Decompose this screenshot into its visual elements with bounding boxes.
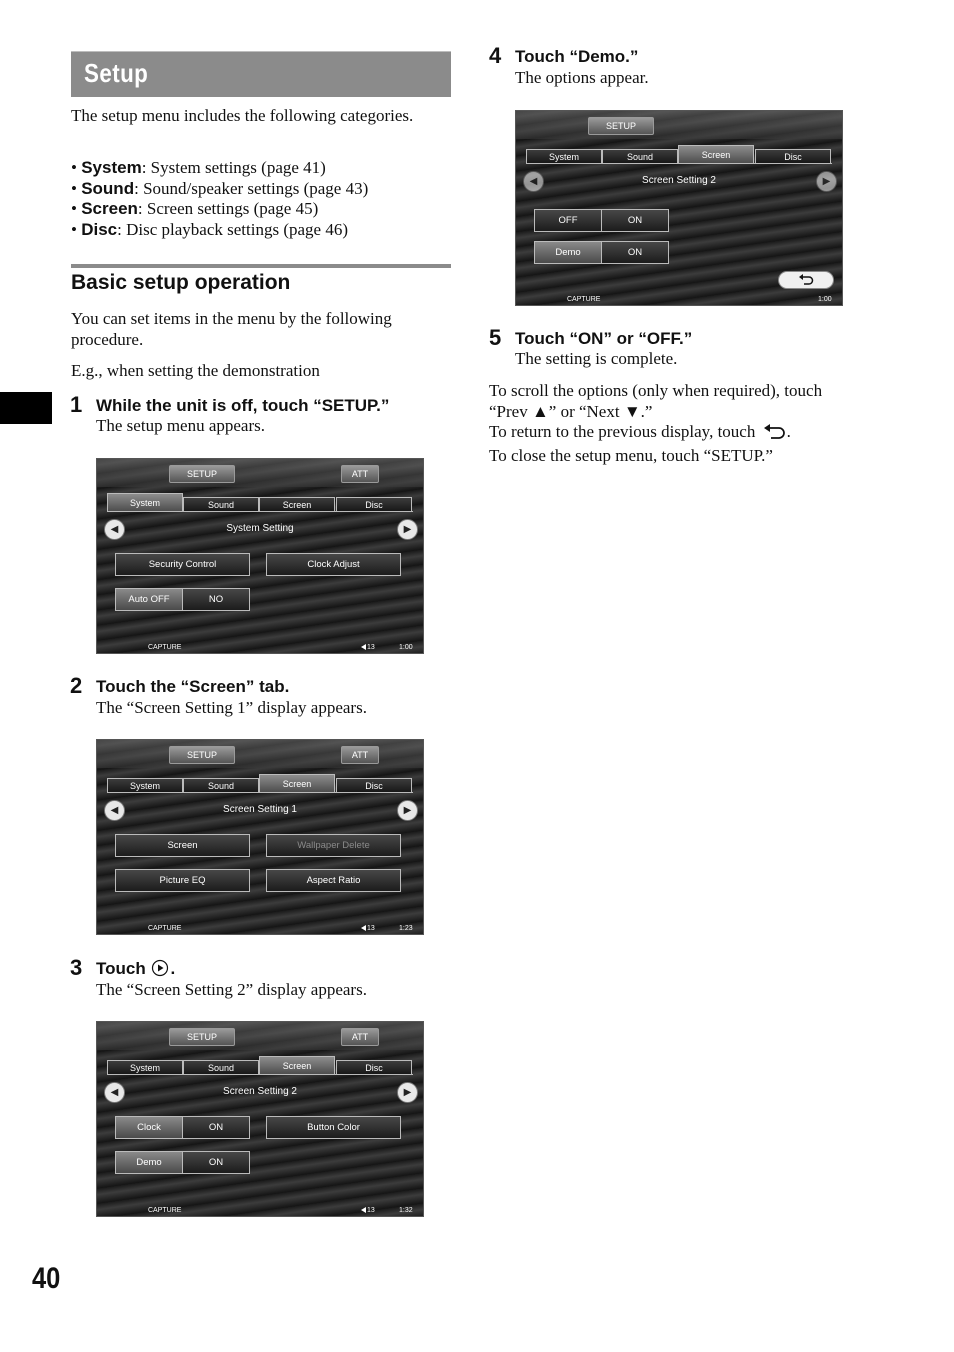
tab-system: System: [107, 493, 183, 512]
prev-arrow-icon: ◀: [104, 800, 125, 821]
tab-disc: Disc: [336, 778, 412, 793]
button-color-button: Button Color: [266, 1116, 401, 1139]
clock-label: Clock: [115, 1116, 183, 1139]
tab-underline: [107, 1074, 413, 1075]
setup-button: SETUP: [588, 117, 654, 135]
tab-system: System: [107, 778, 183, 793]
play-circle-icon: [151, 959, 169, 982]
capture-label: CAPTURE: [148, 1207, 182, 1214]
wallpaper-delete-button: Wallpaper Delete: [266, 834, 401, 857]
screen-title: Screen Setting 2: [223, 1086, 297, 1097]
demo-value: ON: [601, 241, 669, 264]
picture-eq-button: Picture EQ: [115, 869, 250, 892]
screen-title: Screen Setting 1: [223, 804, 297, 815]
return-arrow-icon: [763, 423, 787, 446]
att-button: ATT: [341, 1028, 379, 1046]
tab-underline: [526, 163, 832, 164]
section-title: Setup: [84, 58, 149, 88]
screen-button: Screen: [115, 834, 250, 857]
clock-adjust-button: Clock Adjust: [266, 553, 401, 576]
screen-title: System Setting: [226, 523, 294, 534]
tab-disc: Disc: [336, 1060, 412, 1075]
tab-disc: Disc: [336, 497, 412, 512]
tab-sound: Sound: [183, 497, 259, 512]
step-description: The setting is complete.: [515, 349, 678, 368]
step-heading: While the unit is off, touch “SETUP.”: [96, 396, 390, 415]
att-button: ATT: [341, 746, 379, 764]
subsection-title: Basic setup operation: [71, 271, 291, 294]
step-number: 2: [70, 673, 83, 698]
demo-label: Demo: [534, 241, 602, 264]
prev-arrow-icon: ◀: [523, 171, 544, 192]
step-description: The options appear.: [515, 68, 649, 87]
setup-button: SETUP: [169, 1028, 235, 1046]
step-heading: Touch the “Screen” tab.: [96, 677, 290, 696]
section-title-bar: [71, 51, 451, 97]
clock-readout: 1:00: [399, 644, 413, 651]
next-arrow-icon: ▶: [816, 171, 837, 192]
notes-block: [489, 381, 889, 466]
step-number: 5: [489, 325, 502, 350]
return-note: To return to the previous display, touch .: [489, 422, 889, 446]
capture-label: CAPTURE: [148, 644, 182, 651]
step-description: The “Screen Setting 1” display appears.: [96, 698, 367, 717]
next-arrow-icon: ▶: [397, 519, 418, 540]
step-description: The setup menu appears.: [96, 416, 265, 435]
aspect-ratio-button: Aspect Ratio: [266, 869, 401, 892]
example-text: E.g., when setting the demonstration: [71, 361, 320, 380]
step-description: The “Screen Setting 2” display appears.: [96, 980, 367, 999]
speaker-icon: [361, 1207, 366, 1213]
step-heading: Touch “ON” or “OFF.”: [515, 329, 693, 348]
setup-button: SETUP: [169, 465, 235, 483]
step-number: 3: [70, 955, 83, 980]
screen-title: Screen Setting 2: [642, 175, 716, 186]
speaker-icon: [361, 925, 366, 931]
return-arrow-icon: [798, 273, 814, 285]
step-number: 4: [489, 43, 502, 68]
tab-system: System: [107, 1060, 183, 1075]
clock-readout: 1:32: [399, 1207, 413, 1214]
tab-system: System: [526, 149, 602, 164]
page-number: 40: [32, 1262, 61, 1295]
category-list: [71, 158, 368, 240]
auto-off-value: NO: [182, 588, 250, 611]
step-number: 1: [70, 392, 83, 417]
capture-label: CAPTURE: [567, 296, 601, 303]
subsection-intro: You can set items in the menu by the following procedure.: [71, 309, 392, 349]
volume-indicator: 13: [361, 644, 375, 651]
close-note: To close the setup menu, touch “SETUP.”: [489, 445, 773, 465]
tab-screen: Screen: [259, 774, 335, 793]
demo-value: ON: [182, 1151, 250, 1174]
page-thumb-tab: [0, 392, 52, 424]
tab-sound: Sound: [602, 149, 678, 164]
tab-screen: Screen: [678, 145, 754, 164]
prev-arrow-icon: ◀: [104, 1082, 125, 1103]
off-option-button: OFF: [534, 209, 602, 232]
clock-value: ON: [182, 1116, 250, 1139]
clock-readout: 1:00: [818, 296, 832, 303]
scroll-note: To scroll the options (only when required), touch: [489, 381, 823, 400]
security-control-button: Security Control: [115, 553, 250, 576]
scroll-note-options: “Prev ▲” or “Next ▼.”: [489, 401, 653, 421]
list-item: • System: System settings (page 41): [71, 158, 326, 177]
tab-underline: [107, 511, 413, 512]
list-item: • Sound: Sound/speaker settings (page 43): [71, 178, 369, 198]
att-button: ATT: [341, 465, 379, 483]
capture-label: CAPTURE: [148, 925, 182, 932]
intro-text: The setup menu includes the following categories.: [71, 106, 414, 125]
prev-arrow-icon: ◀: [104, 519, 125, 540]
setup-button: SETUP: [169, 746, 235, 764]
back-button: [778, 271, 834, 289]
tab-disc: Disc: [755, 149, 831, 164]
tab-sound: Sound: [183, 778, 259, 793]
tab-screen: Screen: [259, 497, 335, 512]
volume-indicator: 13: [361, 1207, 375, 1214]
volume-indicator: 13: [361, 925, 375, 932]
screen-top-bar: [516, 111, 842, 139]
speaker-icon: [361, 644, 366, 650]
screenshot-system-setting: [96, 458, 424, 654]
tab-sound: Sound: [183, 1060, 259, 1075]
next-arrow-icon: ▶: [397, 800, 418, 821]
subsection-rule: [71, 264, 451, 268]
next-arrow-icon: ▶: [397, 1082, 418, 1103]
auto-off-label: Auto OFF: [115, 588, 183, 611]
screenshot-screen-setting-2: [96, 1021, 424, 1217]
screenshot-demo-options: [515, 110, 843, 306]
on-option-button: ON: [601, 209, 669, 232]
tab-underline: [107, 792, 413, 793]
list-item: • Disc: Disc playback settings (page 46): [71, 219, 348, 239]
step-heading: Touch .: [96, 959, 175, 982]
list-item: • Screen: Screen settings (page 45): [71, 199, 319, 218]
tab-screen: Screen: [259, 1056, 335, 1075]
clock-readout: 1:23: [399, 925, 413, 932]
screenshot-screen-setting-1: [96, 739, 424, 935]
demo-label: Demo: [115, 1151, 183, 1174]
step-heading: Touch “Demo.”: [515, 47, 639, 66]
